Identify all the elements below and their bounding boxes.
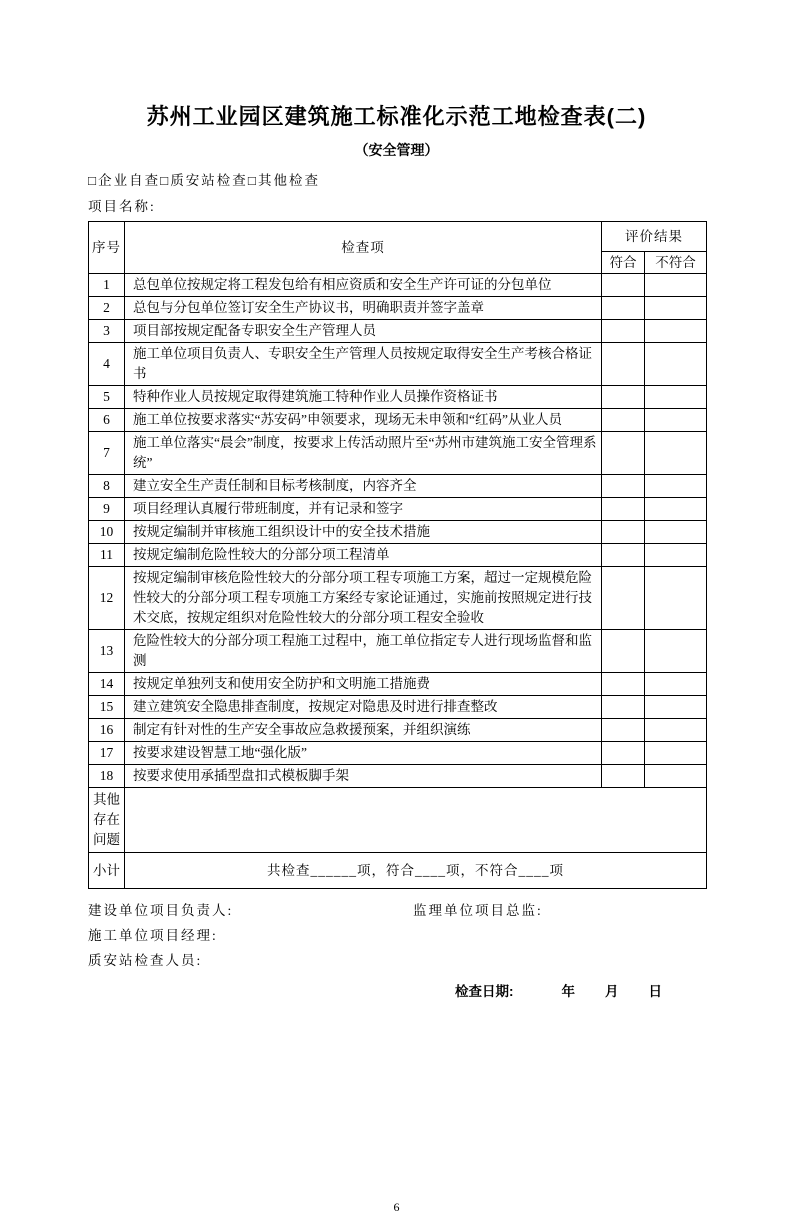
checkbox-icon[interactable]: □ <box>247 173 258 188</box>
subtotal-row <box>89 853 707 889</box>
signature-area <box>88 898 706 1000</box>
pass-cell[interactable] <box>602 386 645 409</box>
check-item-text: 按规定编制审核危险性较大的分部分项工程专项施工方案，超过一定规模危险性较大的分部分项工程专项施工方案经专家论证通过，实施前按照规定进行技术交底，按规定组织对危险性较大的分部分项工程安全验收 <box>125 567 602 630</box>
fail-cell[interactable] <box>645 765 707 788</box>
fail-cell[interactable] <box>645 386 707 409</box>
row-number: 7 <box>89 432 125 475</box>
pass-cell[interactable] <box>602 274 645 297</box>
project-name-label: 项目名称: <box>88 199 156 214</box>
other-issues-label: 其他存在问题 <box>89 788 125 853</box>
table-row <box>89 343 707 386</box>
pass-cell[interactable] <box>602 719 645 742</box>
check-item-text: 按规定单独列支和使用安全防护和文明施工措施费 <box>125 673 602 696</box>
checklist-body <box>89 274 707 788</box>
row-number: 14 <box>89 673 125 696</box>
pass-cell[interactable] <box>602 432 645 475</box>
table-row <box>89 409 707 432</box>
pass-cell[interactable] <box>602 409 645 432</box>
table-row <box>89 498 707 521</box>
check-option-enterprise-self[interactable] <box>88 169 160 189</box>
row-number: 16 <box>89 719 125 742</box>
check-option-label: 质安站检查 <box>170 173 248 188</box>
date-label: 检查日期: <box>455 984 514 999</box>
table-row <box>89 274 707 297</box>
check-item-text: 按要求建设智慧工地“强化版” <box>125 742 602 765</box>
table-header-row <box>89 222 707 252</box>
check-item-text: 施工单位项目负责人、专职安全生产管理人员按规定取得安全生产考核合格证书 <box>125 343 602 386</box>
check-item-text: 总包单位按规定将工程发包给有相应资质和安全生产许可证的分包单位 <box>125 274 602 297</box>
page-subtitle: （安全管理） <box>354 142 439 158</box>
row-number: 15 <box>89 696 125 719</box>
contractor-signature-label: 施工单位项目经理: <box>88 928 218 943</box>
row-number: 5 <box>89 386 125 409</box>
table-row <box>89 673 707 696</box>
inspection-type-options <box>88 169 706 189</box>
pass-cell[interactable] <box>602 742 645 765</box>
table-row <box>89 544 707 567</box>
other-issues-row <box>89 788 707 853</box>
header-result: 评价结果 <box>602 222 707 252</box>
row-number: 17 <box>89 742 125 765</box>
fail-cell[interactable] <box>645 673 707 696</box>
check-item-text: 按规定编制并审核施工组织设计中的安全技术措施 <box>125 521 602 544</box>
table-row <box>89 719 707 742</box>
check-option-label: 其他检查 <box>257 173 320 188</box>
inspection-date-row <box>88 980 706 1000</box>
table-row <box>89 742 707 765</box>
check-item-text: 总包与分包单位签订安全生产协议书，明确职责并签字盖章 <box>125 297 602 320</box>
project-name-row <box>88 195 706 215</box>
signature-row-3 <box>88 948 706 973</box>
inspection-table <box>88 221 707 889</box>
row-number: 1 <box>89 274 125 297</box>
table-row <box>89 696 707 719</box>
fail-cell[interactable] <box>645 343 707 386</box>
row-number: 2 <box>89 297 125 320</box>
row-number: 18 <box>89 765 125 788</box>
day-label: 日 <box>648 984 662 999</box>
subtotal-label: 小计 <box>89 853 125 889</box>
page-number: 6 <box>393 1200 400 1214</box>
row-number: 4 <box>89 343 125 386</box>
table-row <box>89 521 707 544</box>
pass-cell[interactable] <box>602 567 645 630</box>
row-number: 9 <box>89 498 125 521</box>
check-option-label: 企业自查 <box>98 173 161 188</box>
check-item-text: 建立安全生产责任制和目标考核制度，内容齐全 <box>125 475 602 498</box>
header-fail: 不符合 <box>645 252 707 274</box>
check-item-text: 施工单位落实“晨会”制度，按要求上传活动照片至“苏州市建筑施工安全管理系统” <box>125 432 602 475</box>
check-item-text: 建立建筑安全隐患排查制度，按规定对隐患及时进行排查整改 <box>125 696 602 719</box>
table-row <box>89 630 707 673</box>
month-label: 月 <box>605 984 619 999</box>
pass-cell[interactable] <box>602 475 645 498</box>
table-row <box>89 432 707 475</box>
year-label: 年 <box>561 984 575 999</box>
row-number: 8 <box>89 475 125 498</box>
signature-row-2 <box>88 923 706 948</box>
fail-cell[interactable] <box>645 409 707 432</box>
signature-row-1 <box>88 898 706 923</box>
row-number: 6 <box>89 409 125 432</box>
check-item-text: 按规定编制危险性较大的分部分项工程清单 <box>125 544 602 567</box>
document-page <box>0 100 793 1221</box>
table-row <box>89 567 707 630</box>
fail-cell[interactable] <box>645 696 707 719</box>
page-title: 苏州工业园区建筑施工标准化示范工地检查表(二) <box>146 104 647 129</box>
checkbox-icon[interactable]: □ <box>160 173 171 188</box>
fail-cell[interactable] <box>645 719 707 742</box>
table-row <box>89 475 707 498</box>
row-number: 11 <box>89 544 125 567</box>
check-item-text: 按要求使用承插型盘扣式模板脚手架 <box>125 765 602 788</box>
pass-cell[interactable] <box>602 765 645 788</box>
pass-cell[interactable] <box>602 320 645 343</box>
fail-cell[interactable] <box>645 475 707 498</box>
table-row <box>89 297 707 320</box>
pass-cell[interactable] <box>602 343 645 386</box>
header-pass: 符合 <box>602 252 645 274</box>
check-option-station[interactable] <box>160 169 248 189</box>
check-item-text: 制定有针对性的生产安全事故应急救援预案，并组织演练 <box>125 719 602 742</box>
header-seq: 序号 <box>89 222 125 274</box>
pass-cell[interactable] <box>602 297 645 320</box>
fail-cell[interactable] <box>645 742 707 765</box>
table-row <box>89 320 707 343</box>
fail-cell[interactable] <box>645 297 707 320</box>
pass-cell[interactable] <box>602 673 645 696</box>
check-item-text: 项目部按规定配备专职安全生产管理人员 <box>125 320 602 343</box>
row-number: 13 <box>89 630 125 673</box>
table-row <box>89 765 707 788</box>
check-option-other[interactable] <box>248 169 320 189</box>
pass-cell[interactable] <box>602 696 645 719</box>
station-signature-label: 质安站检查人员: <box>88 953 203 968</box>
pass-cell[interactable] <box>602 521 645 544</box>
fail-cell[interactable] <box>645 544 707 567</box>
fail-cell[interactable] <box>645 320 707 343</box>
fail-cell[interactable] <box>645 521 707 544</box>
checkbox-icon[interactable]: □ <box>88 173 99 188</box>
table-row <box>89 386 707 409</box>
pass-cell[interactable] <box>602 498 645 521</box>
other-issues-blank[interactable] <box>125 788 707 853</box>
fail-cell[interactable] <box>645 274 707 297</box>
fail-cell[interactable] <box>645 432 707 475</box>
check-item-text: 危险性较大的分部分项工程施工过程中，施工单位指定专人进行现场监督和监测 <box>125 630 602 673</box>
check-item-text: 施工单位按要求落实“苏安码”申领要求，现场无未申领和“红码”从业人员 <box>125 409 602 432</box>
check-item-text: 特种作业人员按规定取得建筑施工特种作业人员操作资格证书 <box>125 386 602 409</box>
pass-cell[interactable] <box>602 630 645 673</box>
pass-cell[interactable] <box>602 544 645 567</box>
row-number: 10 <box>89 521 125 544</box>
fail-cell[interactable] <box>645 567 707 630</box>
owner-signature-label: 建设单位项目负责人: <box>88 903 234 918</box>
row-number: 12 <box>89 567 125 630</box>
fail-cell[interactable] <box>645 498 707 521</box>
row-number: 3 <box>89 320 125 343</box>
header-item: 检查项 <box>125 222 602 274</box>
check-item-text: 项目经理认真履行带班制度，并有记录和签字 <box>125 498 602 521</box>
supervisor-signature-label: 监理单位项目总监: <box>413 903 543 918</box>
fail-cell[interactable] <box>645 630 707 673</box>
subtotal-text: 共检查______项，符合____项，不符合____项 <box>125 853 707 889</box>
